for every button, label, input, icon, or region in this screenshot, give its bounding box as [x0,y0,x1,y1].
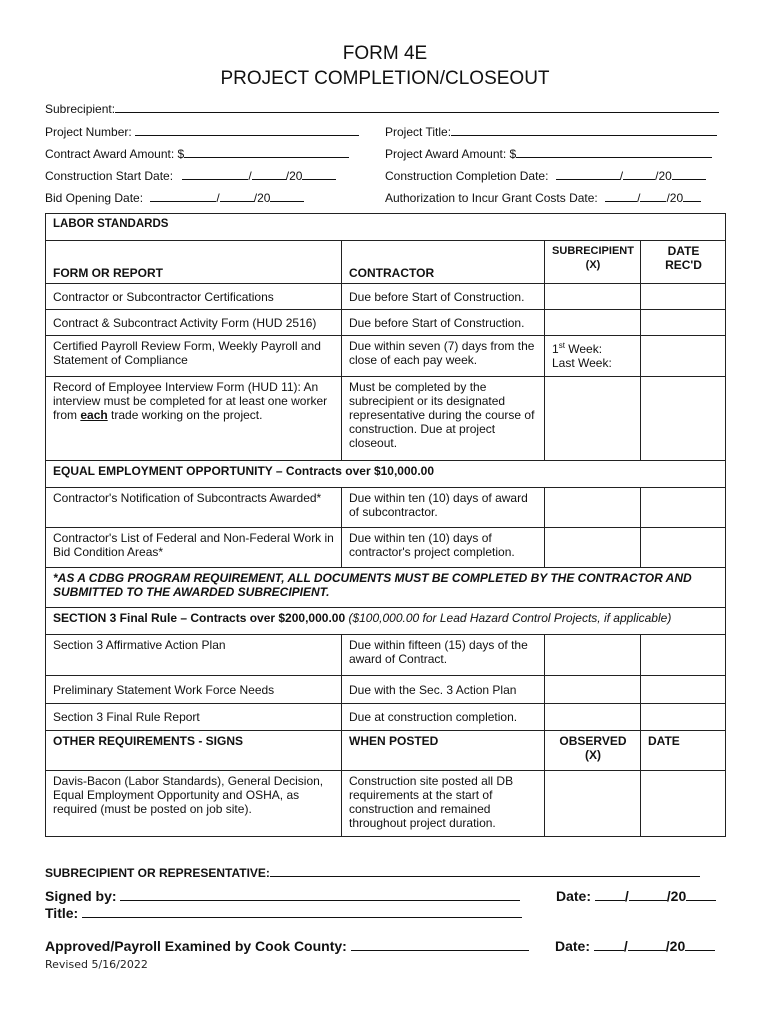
start-year-line[interactable] [302,168,336,180]
date-label: Date: [556,888,592,904]
other-requirements-header-row [46,731,726,771]
table-row [46,771,726,837]
date-received-cell[interactable] [641,635,726,676]
title-line[interactable] [82,905,522,918]
approved-day-line[interactable] [628,938,666,951]
title-field[interactable] [45,905,522,921]
cdbg-note: *AS A CDBG PROGRAM REQUIREMENT, ALL DOCUMENTS MUST BE COMPLETED BY THE CONTRACTOR AND SUBMITTED TO THE AWARDED SUBRECIPIENT. [46,568,726,608]
form-cell: Contractor or Subcontractor Certifications [46,284,342,310]
subrecipient-check-cell[interactable] [545,488,641,528]
contractor-cell: Due within fifteen (15) days of the award of Contract. [342,635,545,676]
table-row [46,377,726,461]
contractor-cell: Due before Start of Construction. [342,310,545,336]
approved-year-line[interactable] [685,938,715,951]
section-header-row [46,214,726,241]
contract-award-line[interactable] [184,146,349,158]
approved-field[interactable] [45,938,529,954]
project-title-line[interactable] [451,124,717,136]
form-cell: Contractor's Notification of Subcontracts Awarded* [46,488,342,528]
form-cell: Record of Employee Interview Form (HUD 11): An interview must be completed for at least one worker from each trade working on the project. [46,377,342,461]
labor-standards-header: LABOR STANDARDS [46,214,726,241]
contractor-cell: Due before Start of Construction. [342,284,545,310]
column-header-row [46,241,726,284]
bid-day-line[interactable] [220,190,254,202]
form-cell: Section 3 Affirmative Action Plan [46,635,342,676]
col-contractor-header: CONTRACTOR [342,241,545,284]
date-received-cell[interactable] [641,377,726,461]
approved-label: Approved/Payroll Examined by Cook County: [45,938,347,954]
observed-check-cell[interactable] [545,771,641,837]
col-subrecipient-header: SUBRECIPIENT (X) [545,241,641,284]
date-year: /20 [285,169,303,183]
form-title: PROJECT COMPLETION/CLOSEOUT [220,68,550,89]
signed-by-field[interactable] [45,888,520,904]
date-received-cell[interactable] [641,528,726,568]
subrecipient-check-cell[interactable] [545,310,641,336]
date-received-cell[interactable] [641,676,726,704]
contractor-cell: Due within seven (7) days from the close of each pay week. [342,336,545,377]
date-sep: / [619,169,624,183]
subrecipient-field[interactable] [45,101,719,116]
approved-date-field[interactable]: Date: / /20 [555,938,715,954]
col-date-header: DATE REC'D [641,241,726,284]
signed-by-line[interactable] [120,888,520,901]
table-row [46,528,726,568]
bid-month-line[interactable] [150,190,216,202]
approved-month-line[interactable] [594,938,624,951]
auth-day-line[interactable] [640,190,666,202]
bid-opening-field[interactable] [45,190,304,205]
form-cell: Contract & Subcontract Activity Form (HUD 2516) [46,310,342,336]
table-row [46,488,726,528]
date-received-cell[interactable] [641,336,726,377]
form-cell: Davis-Bacon (Labor Standards), General Decision, Equal Employment Opportunity and OSHA, as required (must be posted on job site). [46,771,342,837]
start-month-line[interactable] [182,168,248,180]
subrecipient-line[interactable] [115,101,719,113]
section-header-row [46,608,726,635]
date-sep: / [248,169,252,183]
table-row [46,676,726,704]
contractor-cell: Due at construction completion. [342,704,545,731]
completion-day-line[interactable] [623,168,655,180]
table-row [46,284,726,310]
table-row [46,336,726,377]
payroll-weeks-cell[interactable]: 1st Week: Last Week: [545,336,641,377]
form-cell: Contractor's List of Federal and Non-Federal Work in Bid Condition Areas* [46,528,342,568]
subrecipient-check-cell[interactable] [545,635,641,676]
project-award-line[interactable] [516,146,712,158]
date-year: /20 [666,191,684,205]
date-sep: / [637,191,641,205]
construction-completion-field[interactable] [385,168,706,183]
form-number: FORM 4E [342,43,428,64]
project-award-field[interactable] [385,146,712,161]
subrecipient-check-cell[interactable] [545,528,641,568]
project-award-label: Project Award Amount: $ [385,147,517,161]
date-header: DATE [641,731,726,771]
date-cell[interactable] [641,771,726,837]
date-received-cell[interactable] [641,704,726,731]
auth-month-line[interactable] [605,190,637,202]
subrecipient-check-cell[interactable] [545,704,641,731]
construction-start-label: Construction Start Date: [45,169,174,183]
subrecipient-check-cell[interactable] [545,676,641,704]
construction-completion-label: Construction Completion Date: [385,169,549,183]
eeo-header: EQUAL EMPLOYMENT OPPORTUNITY – Contracts over $10,000.00 [46,461,726,488]
project-number-line[interactable] [135,124,359,136]
section3-header: SECTION 3 Final Rule – Contracts over $200,000.00 ($100,000.00 for Lead Hazard Control Projects, if applicable) [46,608,726,635]
contractor-cell: Must be completed by the subrecipient or its designated representative during the course of construction. Due at project closeout. [342,377,545,461]
signed-by-label: Signed by: [45,888,117,904]
table-row [46,635,726,676]
subrecipient-rep-field[interactable] [45,866,700,880]
requirements-table [45,213,726,837]
date-sep: / [216,191,220,205]
start-day-line[interactable] [252,168,286,180]
subrecipient-rep-line[interactable] [270,866,700,877]
section-header-row [46,461,726,488]
authorization-label: Authorization to Incur Grant Costs Date: [385,191,598,205]
contractor-cell: Due with the Sec. 3 Action Plan [342,676,545,704]
approved-line[interactable] [351,938,529,951]
table-row [46,310,726,336]
project-number-field[interactable] [45,124,359,139]
subrecipient-rep-label: SUBRECIPIENT OR REPRESENTATIVE: [45,866,270,880]
signed-date-field[interactable]: Date: / /20 [556,888,716,904]
date-received-cell[interactable] [641,284,726,310]
other-requirements-header: OTHER REQUIREMENTS - SIGNS [46,731,342,771]
form-cell: Certified Payroll Review Form, Weekly Payroll and Statement of Compliance [46,336,342,377]
table-row [46,704,726,731]
construction-start-field[interactable] [45,168,336,183]
signed-day-line[interactable] [629,888,667,901]
subrecipient-label: Subrecipient: [45,102,116,116]
form-cell: Preliminary Statement Work Force Needs [46,676,342,704]
auth-year-line[interactable] [683,190,701,202]
completion-year-line[interactable] [672,168,706,180]
contract-award-field[interactable] [45,146,349,161]
project-number-label: Project Number: [45,125,132,139]
completion-month-line[interactable] [556,168,620,180]
date-label: Date: [555,938,591,954]
bid-year-line[interactable] [270,190,304,202]
authorization-field[interactable] [385,190,701,205]
col-form-header: FORM OR REPORT [46,241,342,284]
revised-date: Revised 5/16/2022 [45,958,148,971]
contract-award-label: Contract Award Amount: $ [45,147,185,161]
project-title-label: Project Title: [385,125,452,139]
date-year: /20 [655,169,672,183]
contractor-cell: Construction site posted all DB requirements at the start of construction and remained throughout project duration. [342,771,545,837]
when-posted-header: WHEN POSTED [342,731,545,771]
contractor-cell: Due within ten (10) days of award of subcontractor. [342,488,545,528]
signed-month-line[interactable] [595,888,625,901]
subrecipient-check-cell[interactable] [545,377,641,461]
project-title-field[interactable] [385,124,717,139]
bid-opening-label: Bid Opening Date: [45,191,144,205]
signed-year-line[interactable] [686,888,716,901]
contractor-cell: Due within ten (10) days of contractor's project completion. [342,528,545,568]
cdbg-note-row [46,568,726,608]
date-received-cell[interactable] [641,310,726,336]
form-cell: Section 3 Final Rule Report [46,704,342,731]
subrecipient-check-cell[interactable] [545,284,641,310]
date-year: /20 [253,191,271,205]
observed-header: OBSERVED (X) [545,731,641,771]
title-label: Title: [45,905,79,921]
date-received-cell[interactable] [641,488,726,528]
